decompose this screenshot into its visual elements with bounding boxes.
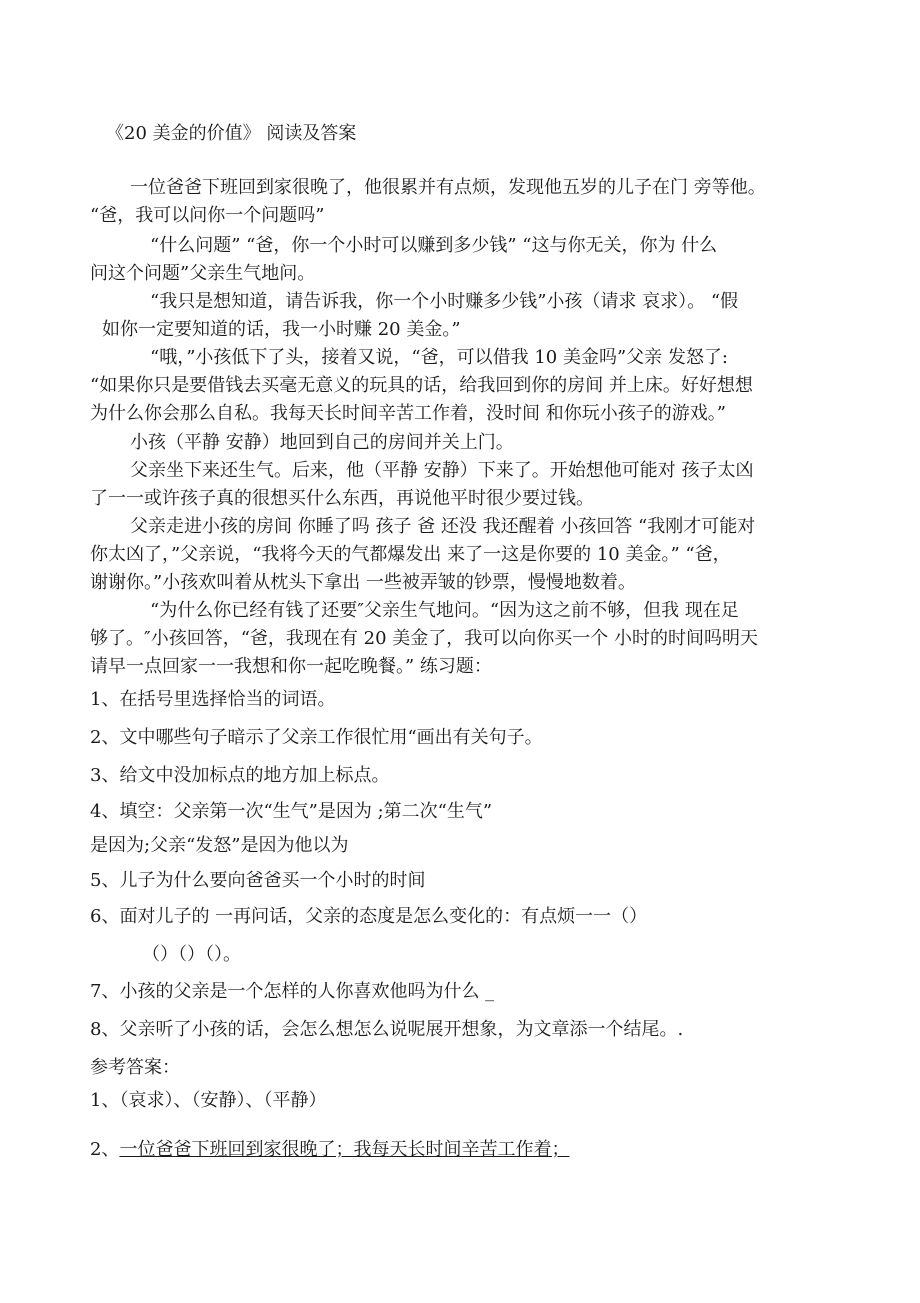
story-line: 小孩（平静 安静）地回到自己的房间并关上门。	[130, 432, 514, 453]
question-item: 5、儿子为什么要向爸爸买一个小时的时间	[90, 870, 426, 891]
page-title: 《20 美金的价值》 阅读及答案	[106, 123, 357, 144]
story-line: “如果你只是要借钱去买毫无意义的玩具的话，给我回到你的房间 并上床。好好想想	[90, 375, 753, 396]
question-item: 4、填空：父亲第一次“生气”是因为 ;第二次“生气”	[90, 801, 493, 822]
question-item: （）（）（）。	[142, 944, 241, 965]
question-item: 8、父亲听了小孩的话，会怎么想怎么说呢展开想象，为文章添一个结尾。.	[90, 1019, 684, 1040]
story-line: 问这个问题”父亲生气地问。	[90, 263, 316, 284]
question-item: 6、面对儿子的 一再问话，父亲的态度是怎么变化的：有点烦一一（）	[90, 906, 648, 927]
story-line: 如你一定要知道的话，我一小时赚 20 美金。”	[102, 319, 461, 340]
story-line: “我只是想知道，请告诉我，你一个小时赚多少钱”小孩（请求 哀求）。 “假	[150, 291, 739, 312]
story-line: “爸，我可以问你一个问题吗”	[90, 205, 325, 226]
story-line: “什么问题” “爸，你一个小时可以赚到多少钱” “这与你无关，你为 什么	[150, 235, 718, 256]
story-line: 了一一或许孩子真的很想买什么东西，再说他平时很少要过钱。	[90, 488, 594, 509]
story-line: 父亲走进小孩的房间 你睡了吗 孩子 爸 还没 我还醒着 小孩回答 “我刚才可能对	[130, 516, 756, 537]
story-line: 请早一点回家一一我想和你一起吃晚餐。” 练习题：	[90, 656, 492, 677]
story-line: 为什么你会那么自私。我每天长时间辛苦工作着，没时间 和你玩小孩子的游戏。”	[90, 403, 726, 424]
answer-underlined-text: 一位爸爸下班回到家很晚了；我每天长时间辛苦工作着；	[119, 1139, 570, 1160]
story-line: 够了。″小孩回答，“爸，我现在有 20 美金了，我可以向你买一个 小时的时间吗明天	[90, 628, 758, 649]
story-line: “哦，”小孩低下了头，接着又说，“爸，可以借我 10 美金吗”父亲 发怒了:	[150, 347, 728, 368]
answer-item	[90, 1138, 569, 1162]
answers-heading: 参考答案：	[90, 1057, 180, 1078]
story-line: 父亲坐下来还生气。后来，他（平静 安静）下来了。开始想他可能对 孩子太凶	[130, 460, 754, 481]
question-item: 是因为;父亲“发怒”是因为他以为	[90, 835, 349, 856]
story-line: “为什么你已经有钱了还要″父亲生气地问。“因为这之前不够，但我 现在足	[150, 600, 739, 621]
answer-item: 1、（哀求）、（安静）、（平静）	[90, 1090, 327, 1111]
question-item: 2、文中哪些句子暗示了父亲工作很忙用“画出有关句子。	[90, 727, 543, 748]
answer-number: 2、	[90, 1139, 120, 1160]
story-line: 一位爸爸下班回到家很晚了，他很累并有点烦，发现他五岁的儿子在门 旁等他。	[130, 177, 766, 198]
question-item: 1、在括号里选择恰当的词语。	[90, 689, 336, 710]
question-item: 7、小孩的父亲是一个怎样的人你喜欢他吗为什么 _	[90, 981, 495, 1002]
story-line: 你太凶了，”父亲说，“我将今天的气都爆发出 来了一这是你要的 10 美金。” “爸，	[90, 544, 731, 565]
question-item: 3、给文中没加标点的地方加上标点。	[90, 765, 390, 786]
story-line: 谢谢你。”小孩欢叫着从枕头下拿出 一些被弄皱的钞票，慢慢地数着。	[90, 572, 636, 593]
